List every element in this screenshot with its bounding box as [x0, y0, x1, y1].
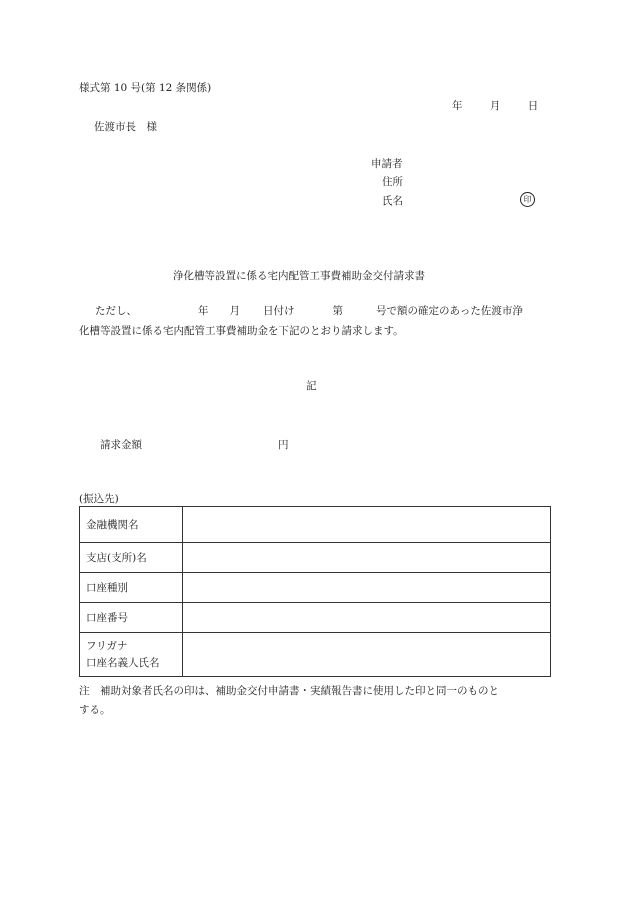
address-label: 住所: [382, 176, 403, 188]
date-month: 月: [489, 100, 501, 112]
bank-row-holder: [80, 633, 551, 677]
date-year: 年: [452, 100, 463, 112]
bank-value-account-type[interactable]: [183, 573, 551, 603]
bank-label-account-number: 口座番号: [80, 603, 183, 633]
bank-row-institution: [80, 507, 551, 543]
holder-name-label: 口座名義人氏名: [86, 656, 160, 669]
body-line-1: [79, 301, 549, 321]
bank-row-account-type: [80, 573, 551, 603]
note-line-1: 注 補助対象者氏名の印は、補助金交付申請書・実績報告書に使用した印と同一のものと: [79, 685, 499, 697]
body-prefix: ただし、: [95, 305, 137, 317]
seal-icon: 印: [520, 192, 535, 207]
bank-row-branch: [80, 543, 551, 573]
date-day: 日: [527, 100, 539, 112]
ki-heading: 記: [306, 380, 317, 392]
bank-value-account-number[interactable]: [183, 603, 551, 633]
amount-unit: 円: [278, 439, 289, 451]
furigana-label: フリガナ: [86, 639, 128, 652]
bank-value-institution[interactable]: [183, 507, 551, 543]
body-no: 第: [332, 305, 343, 317]
body-dated: 日付け: [263, 305, 295, 317]
document-title: 浄化槽等設置に係る宅内配管工事費補助金交付請求書: [173, 270, 425, 282]
bank-label-institution: 金融機関名: [80, 507, 183, 543]
seal-mark: [520, 192, 535, 207]
name-label: 氏名: [382, 195, 403, 207]
date-line: [452, 98, 538, 113]
body-month: 月: [229, 305, 240, 317]
bank-table: [79, 506, 551, 677]
bank-row-account-number: [80, 603, 551, 633]
note-line-2: する。: [79, 704, 111, 716]
transfer-label: (振込先): [79, 493, 119, 505]
body-paragraph: [79, 301, 549, 341]
note: [79, 682, 499, 720]
body-suffix: 号で額の確定のあった佐渡市浄: [376, 305, 523, 317]
bank-value-branch[interactable]: [183, 543, 551, 573]
body-line-2: 化槽等設置に係る宅内配管工事費補助金を下記のとおり請求します。: [79, 325, 404, 337]
bank-label-branch: 支店(支所)名: [80, 543, 183, 573]
form-number: 様式第 10 号(第 12 条関係): [79, 82, 212, 94]
body-year: 年: [198, 305, 209, 317]
amount-label: 請求金額: [100, 439, 142, 451]
applicant-label: 申請者: [371, 158, 403, 170]
bank-label-holder: [80, 633, 183, 677]
bank-value-holder[interactable]: [183, 633, 551, 677]
addressee: 佐渡市長 様: [94, 121, 157, 133]
bank-label-account-type: 口座種別: [80, 573, 183, 603]
